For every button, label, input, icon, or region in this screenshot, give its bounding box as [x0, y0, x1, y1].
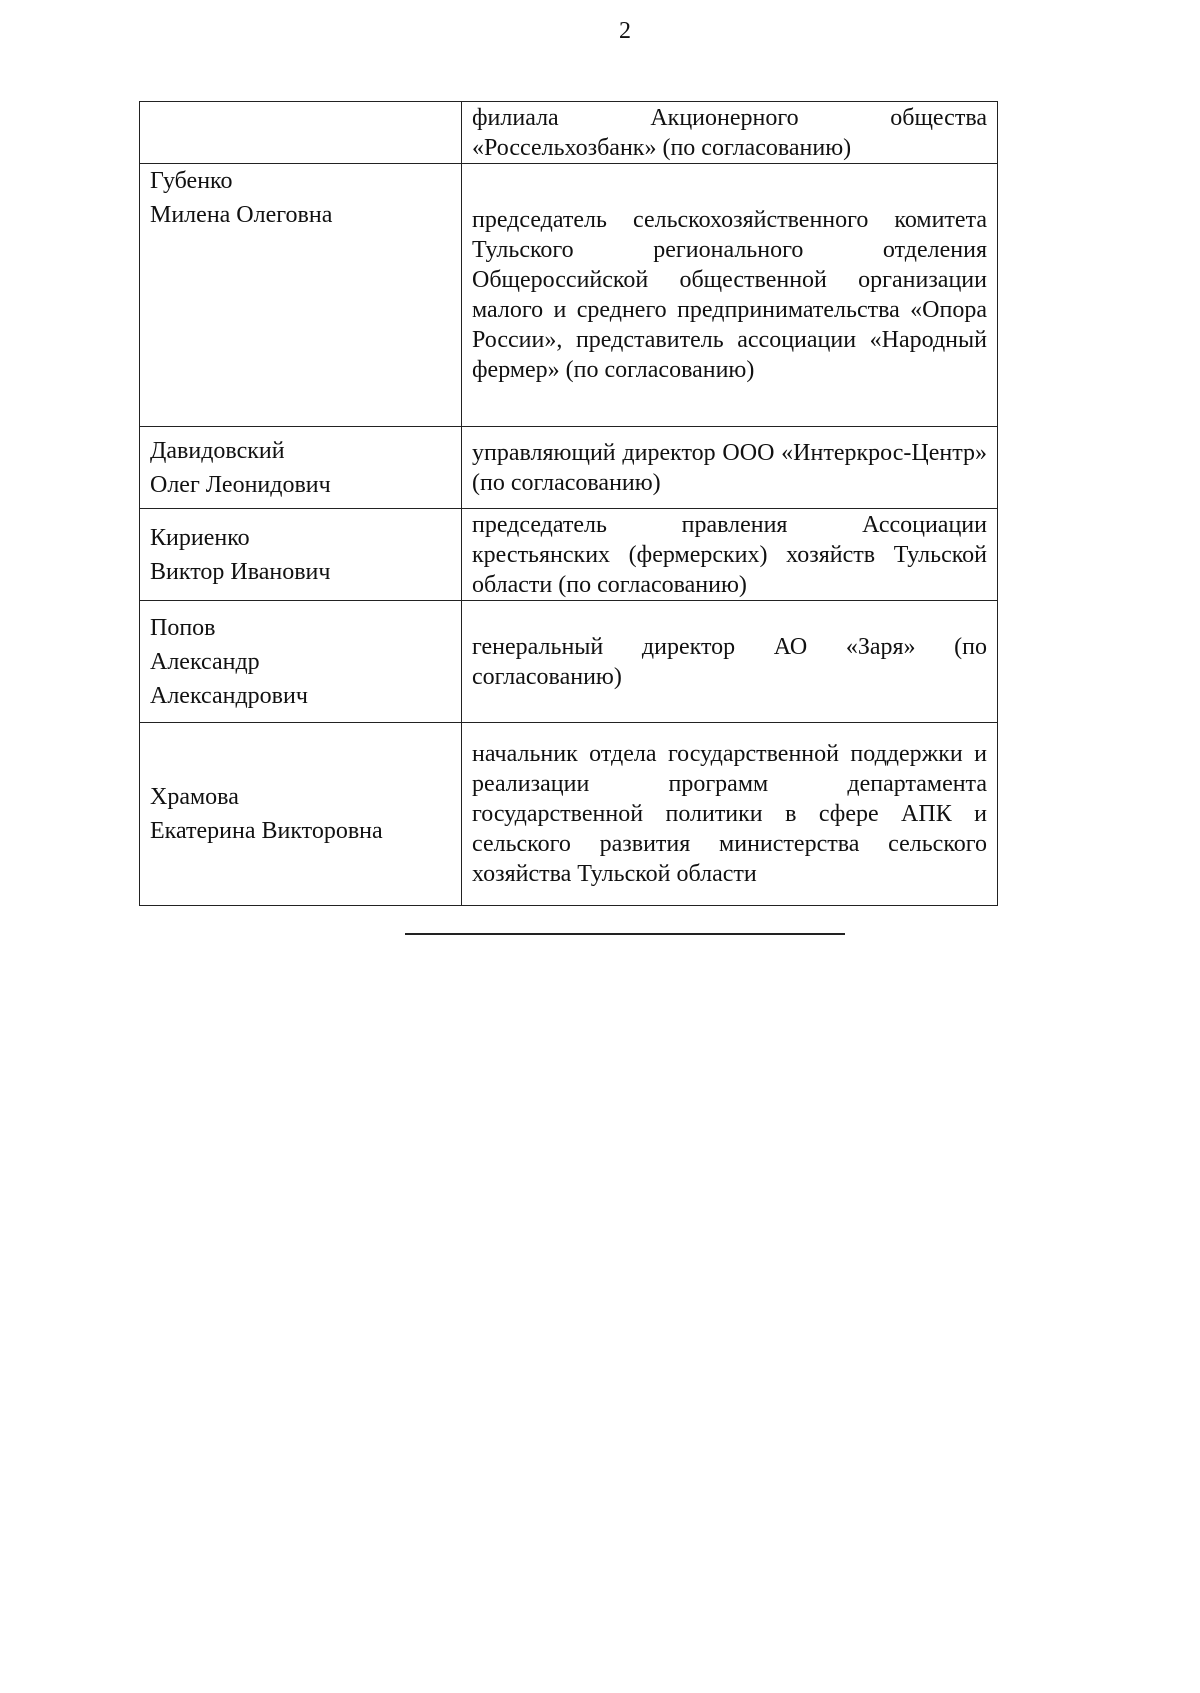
table-row — [140, 723, 998, 906]
member-role-cell — [462, 509, 998, 601]
table-row — [140, 102, 998, 164]
member-role-cell — [462, 102, 998, 164]
table-row — [140, 601, 998, 723]
member-name-cell — [140, 102, 462, 164]
member-name-cell — [140, 509, 462, 601]
member-role-cell — [462, 723, 998, 906]
member-surname: Губенко — [150, 168, 233, 194]
member-role: председатель правления Ассоциации крестьянских (фермерских) хозяйств Тульской области (по согласованию) — [472, 511, 987, 598]
member-given-names: Екатерина Викторовна — [150, 818, 383, 844]
member-surname: Кириенко — [150, 524, 250, 551]
member-role-cell — [462, 601, 998, 723]
table-row — [140, 509, 998, 601]
members-table — [139, 101, 998, 906]
member-surname: Храмова — [150, 784, 239, 810]
member-name-cell — [140, 601, 462, 723]
end-divider — [405, 933, 845, 935]
member-role: управляющий директор ООО «Интеркрос-Центр» (по согласованию) — [472, 439, 987, 496]
member-name-cell — [140, 427, 462, 509]
member-role: начальник отдела государственной поддержки и реализации программ департамента государственной политики в сфере АПК и сельского развития министерства сельского хозяйства Тульской области — [472, 741, 987, 887]
page-number: 2 — [619, 18, 631, 44]
table-row — [140, 164, 998, 427]
member-name-cell — [140, 164, 462, 427]
member-given-names: Виктор Иванович — [150, 558, 331, 585]
member-given-names: Милена Олеговна — [150, 202, 333, 228]
member-role: филиала Акционерного общества «Россельхозбанк» (по согласованию) — [472, 104, 987, 161]
member-role-cell — [462, 427, 998, 509]
table-row — [140, 427, 998, 509]
member-role-cell — [462, 164, 998, 427]
member-name-cell — [140, 723, 462, 906]
member-given-names: Олег Леонидович — [150, 471, 331, 498]
member-surname: Давидовский — [150, 437, 285, 464]
member-surname: Попов — [150, 614, 216, 641]
member-role: председатель сельскохозяйственного комитета Тульского регионального отделения Общероссийской общественной организации малого и среднего предпринимательства «Опора России», представитель ассоциации «Народный фермер» (по согласованию) — [472, 207, 987, 383]
member-given-names: Александр — [150, 648, 260, 675]
member-patronymic: Александрович — [150, 682, 308, 709]
member-role: генеральный директор АО «Заря» (по согласованию) — [472, 633, 987, 690]
